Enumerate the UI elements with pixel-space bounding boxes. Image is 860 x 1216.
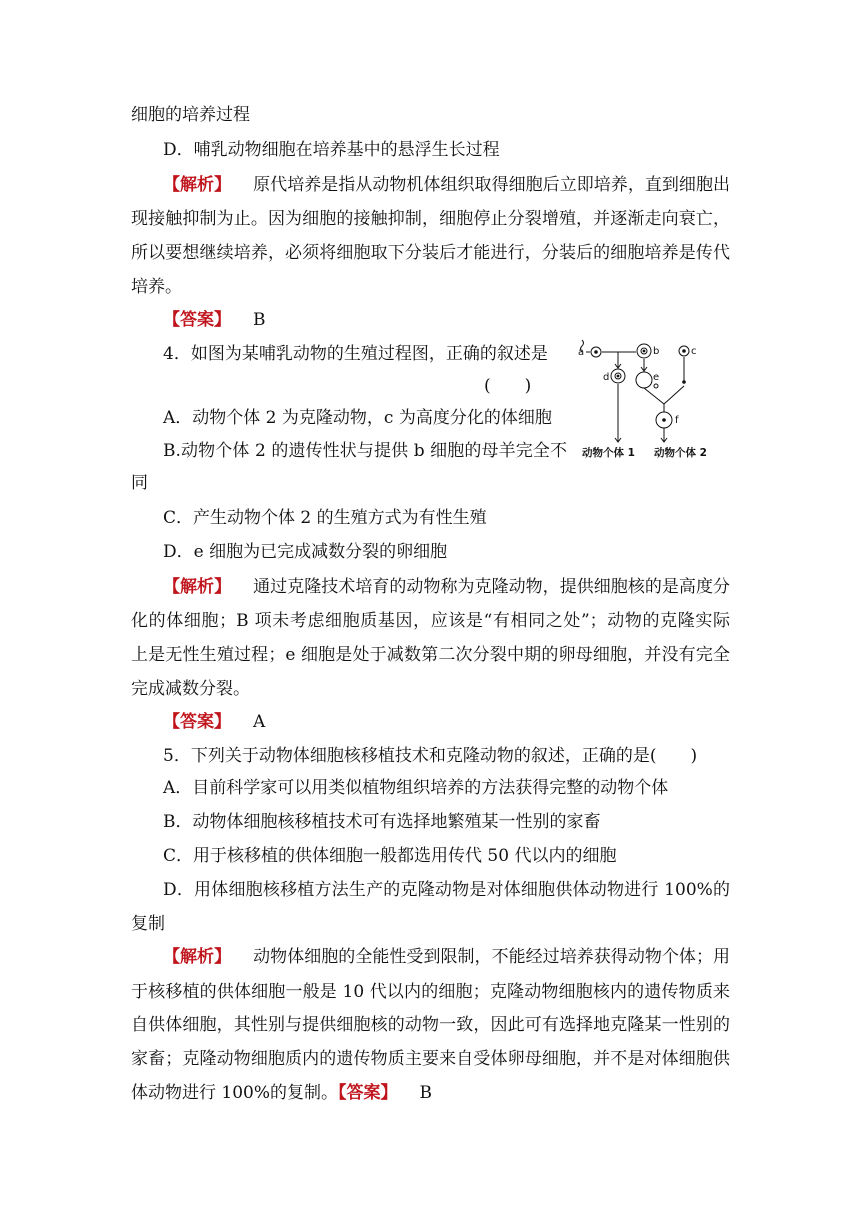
explanation-line: 【解析】 原代培养是指从动物机体组织取得细胞后立即培养，直到细胞出 — [163, 175, 730, 195]
question-4-stem: 4．如图为某哺乳动物的生殖过程图，正确的叙述是 — [163, 344, 548, 364]
explanation-line: 上是无性生殖过程；e 细胞是处于减数第二次分裂中期的卵母细胞，并没有完全 — [131, 645, 730, 665]
option-d-cont: 复制 — [131, 914, 165, 934]
text-line: 细胞的培养过程 — [131, 105, 250, 125]
answer-label: 【答案】 — [338, 1083, 398, 1103]
explanation-label: 【解析】 — [163, 175, 232, 195]
answer-line — [163, 309, 266, 331]
option-d: D．哺乳动物细胞在培养基中的悬浮生长过程 — [163, 140, 500, 160]
option-a: A．目前科学家可以用类似植物组织培养的方法获得完整的动物个体 — [163, 778, 669, 798]
answer-value: A — [253, 712, 266, 732]
reproduction-diagram — [572, 336, 732, 466]
explanation-line: 于核移植的供体细胞一般是 10 代以内的细胞；克隆动物细胞核内的遗传物质来 — [131, 982, 730, 1002]
explanation-line: 化的体细胞；B 项未考虑细胞质基因，应该是“有相同之处”；动物的克隆实际 — [131, 611, 730, 631]
cell-e — [636, 372, 652, 388]
answer-label: 【答案】 — [163, 712, 231, 732]
option-d: D．e 细胞为已完成减数分裂的卵细胞 — [163, 542, 448, 562]
label-b: b — [653, 346, 660, 357]
explanation-line: 体动物进行 100%的复制。【答案】 B — [131, 1083, 433, 1103]
label-e: e — [653, 372, 660, 383]
label-c: c — [691, 346, 697, 357]
label-f: f — [675, 415, 679, 426]
option-a: A．动物个体 2 为克隆动物，c 为高度分化的体细胞 — [163, 408, 552, 428]
option-c: C．产生动物个体 2 的生殖方式为有性生殖 — [163, 508, 487, 528]
label-d: d — [603, 372, 610, 383]
explanation-line: 现接触抑制为止。因为细胞的接触抑制，细胞停止分裂增殖，并逐渐走向衰亡， — [131, 209, 730, 229]
animal-1-label: 动物个体 1 — [582, 447, 635, 459]
question-5-stem: 5．下列关于动物体细胞核移植技术和克隆动物的叙述，正确的是( ) — [163, 746, 698, 766]
explanation-line: 自供体细胞，其性别与提供细胞核的动物一致，因此可有选择地克隆某一性别的 — [131, 1015, 730, 1035]
option-c: C．用于核移植的供体细胞一般都选用传代 50 代以内的细胞 — [163, 846, 617, 866]
answer-value: B — [253, 310, 266, 330]
option-d: D．用体细胞核移植方法生产的克隆动物是对体细胞供体动物进行 100%的 — [163, 880, 730, 900]
answer-paren: ( ) — [484, 376, 532, 396]
explanation-line: 家畜；克隆动物细胞质内的遗传物质主要来自受体卵母细胞，并不是对体细胞供 — [131, 1049, 730, 1069]
label-a: a — [578, 347, 585, 358]
answer-line — [163, 711, 265, 733]
answer-value: B — [419, 1083, 433, 1103]
explanation-label: 【解析】 — [163, 947, 232, 967]
explanation-line: 【解析】 通过克隆技术培育的动物称为克隆动物，提供细胞核的是高度分 — [163, 577, 730, 597]
explanation-line: 完成减数分裂。 — [131, 679, 250, 699]
option-b: B．动物体细胞核移植技术可有选择地繁殖某一性别的家畜 — [163, 812, 601, 832]
option-b: B.动物个体 2 的遗传性状与提供 b 细胞的母羊完全不 — [163, 441, 567, 461]
answer-label: 【答案】 — [163, 310, 231, 330]
explanation-line: 所以要想继续培养，必须将细胞取下分装后才能进行，分装后的细胞培养是传代 — [131, 243, 730, 263]
explanation-line: 培养。 — [131, 277, 182, 297]
explanation-line: 【解析】 动物体细胞的全能性受到限制，不能经过培养获得动物个体；用 — [163, 947, 730, 967]
option-b-cont: 同 — [131, 473, 148, 493]
animal-2-label: 动物个体 2 — [654, 447, 707, 459]
explanation-label: 【解析】 — [163, 577, 232, 597]
